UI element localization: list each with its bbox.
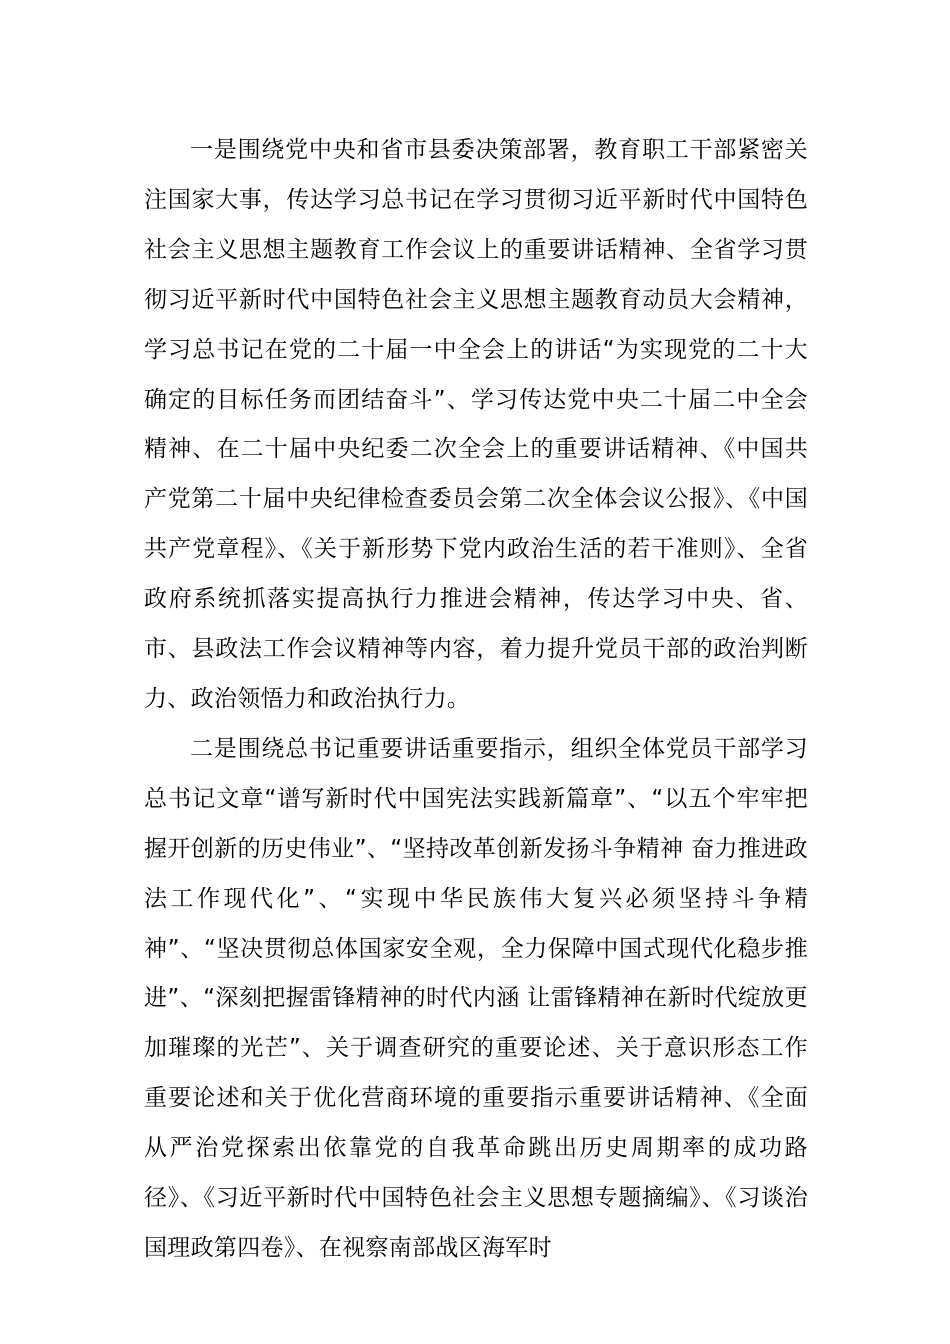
document-body bbox=[144, 126, 808, 1274]
paragraph-1: 一是围绕党中央和省市县委决策部署，教育职工干部紧密关注国家大事，传达学习总书记在学习贯彻习近平新时代中国特色社会主义思想主题教育工作会议上的重要讲话精神、全省学习贯彻习近平新时代中国特色社会主义思想主题教育动员大会精神，学习总书记在党的二十届一中全会上的讲话“为实现党的二十大确定的目标任务而团结奋斗”、学习传达党中央二十届二中全会精神、在二十届中央纪委二次全会上的重要讲话精神、《中国共产党第二十届中央纪律检查委员会第二次全体会议公报》、《中国共产党章程》、《关于新形势下党内政治生活的若干准则》、全省政府系统抓落实提高执行力推进会精神，传达学习中央、省、市、县政法工作会议精神等内容，着力提升党员干部的政治判断力、政治领悟力和政治执行力。 bbox=[144, 137, 808, 712]
paragraph-2: 二是围绕总书记重要讲话重要指示，组织全体党员干部学习总书记文章“谱写新时代中国宪法实践新篇章”、“以五个牢牢把握开创新的历史伟业”、“坚持改革创新发扬斗争精神 奋力推进政法工作现代化”、“实现中华民族伟大复兴必须坚持斗争精神”、“坚决贯彻总体国家安全观，全力保障中国式现代化稳步推进”、“深刻把握雷锋精神的时代内涵 让雷锋精神在新时代绽放更加璀璨的光芒”、关于调查研究的重要论述、关于意识形态工作重要论述和关于优化营商环境的重要指示重要讲话精神、《全面从严治党探索出依靠党的自我革命跳出历史周期率的成功路径》、《习近平新时代中国特色社会主义思想专题摘编》、《习谈治国理政第四卷》、在视察南部战区海军时 bbox=[144, 735, 808, 1261]
